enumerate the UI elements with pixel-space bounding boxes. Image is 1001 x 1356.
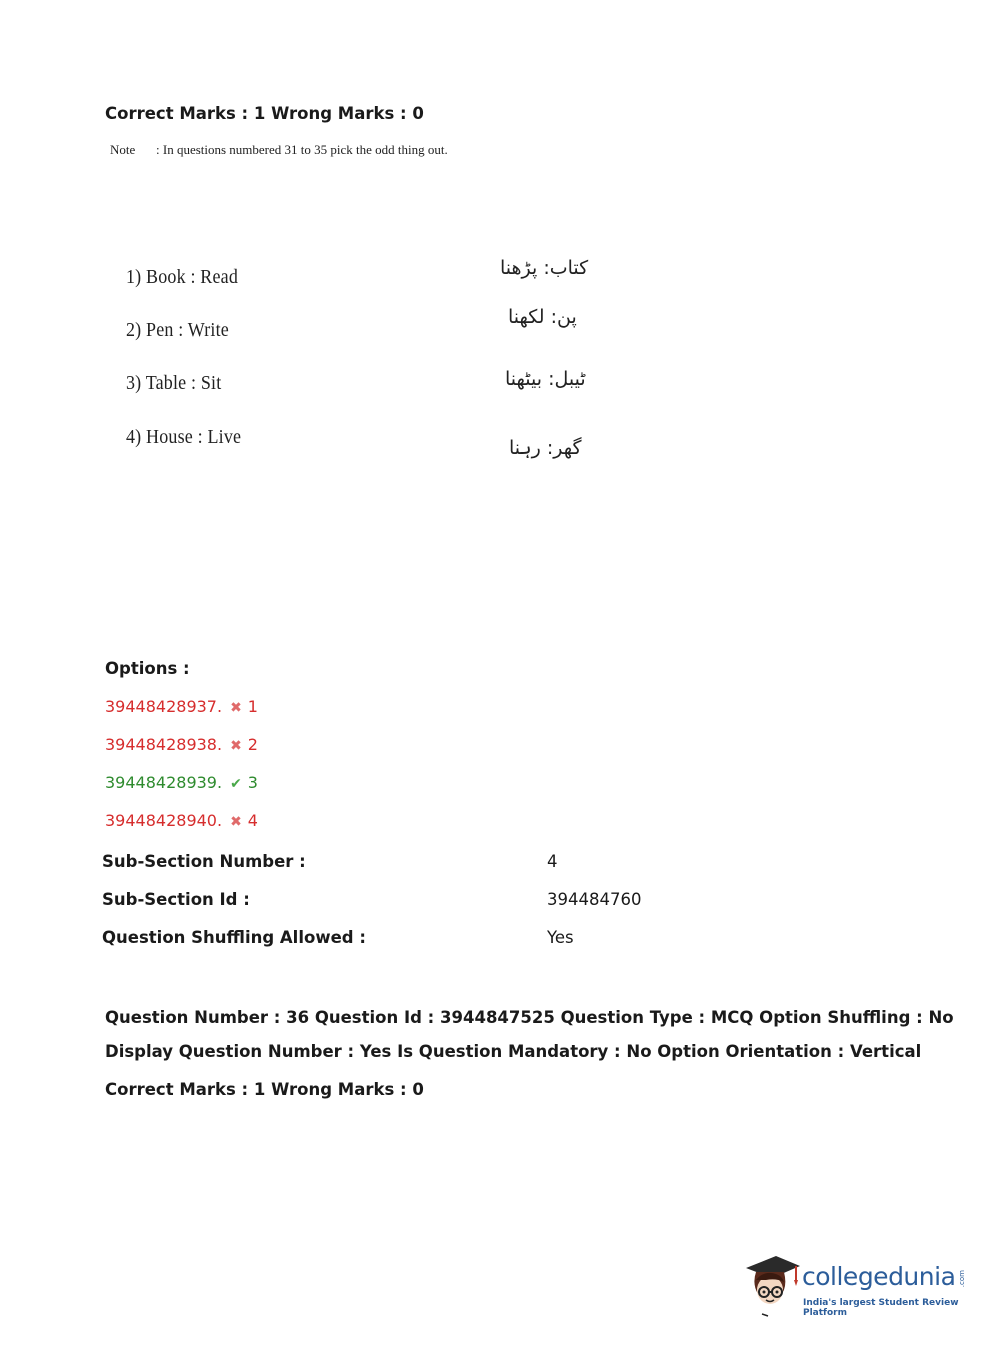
option-value: 2 <box>247 735 258 754</box>
option-row <box>105 735 258 754</box>
option-id: 39448428937. <box>105 697 223 716</box>
note <box>110 142 448 158</box>
option-id: 39448428938. <box>105 735 223 754</box>
next-question-line-2: Display Question Number : Yes Is Question Mandatory : No Option Orientation : Vertical <box>105 1042 922 1061</box>
logo-tagline: India's largest Student Review Platform <box>803 1298 959 1318</box>
note-label: Note <box>110 142 136 157</box>
option-value: 3 <box>247 773 258 792</box>
option-id: 39448428939. <box>105 773 223 792</box>
question-item-4: 4) House : Live <box>126 426 242 448</box>
subsection-id-label: Sub-Section Id : <box>102 890 250 909</box>
subsection-id-value: 394484760 <box>547 890 642 909</box>
collegedunia-logo: collegedunia <box>802 1262 956 1291</box>
subsection-number-value: 4 <box>547 852 558 871</box>
wrong-icon: ✖ <box>230 738 242 754</box>
option-row <box>105 773 258 792</box>
question-item-3-urdu: ٹیبل: بیٹھنا <box>505 368 586 390</box>
question-shuffling-label: Question Shuffling Allowed : <box>102 928 366 947</box>
logo-com: .com <box>958 1270 966 1288</box>
question-item-2: 2) Pen : Write <box>126 319 229 341</box>
option-value: 4 <box>247 811 258 830</box>
next-question-line-1: Question Number : 36 Question Id : 3944847525 Question Type : MCQ Option Shuffling : No <box>105 1008 954 1027</box>
question-item-1: 1) Book : Read <box>126 266 239 288</box>
question-item-1-urdu: کتاب: پڑھنا <box>500 257 589 279</box>
collegedunia-mascot-icon <box>742 1250 800 1318</box>
question-item-3: 3) Table : Sit <box>126 372 222 394</box>
wrong-icon: ✖ <box>230 814 242 830</box>
option-id: 39448428940. <box>105 811 223 830</box>
next-question-marks: Correct Marks : 1 Wrong Marks : 0 <box>105 1080 424 1099</box>
option-value: 1 <box>247 697 258 716</box>
question-item-4-urdu: گھر: رہنا <box>509 437 582 459</box>
options-label: Options : <box>105 659 190 678</box>
option-row <box>105 697 258 716</box>
wrong-icon: ✖ <box>230 700 242 716</box>
note-text: : In questions numbered 31 to 35 pick the odd thing out. <box>156 142 448 157</box>
question-shuffling-value: Yes <box>547 928 574 947</box>
marks-header: Correct Marks : 1 Wrong Marks : 0 <box>105 104 424 123</box>
question-item-2-urdu: پن: لکھنا <box>508 306 577 328</box>
option-row <box>105 811 258 830</box>
check-icon: ✔ <box>230 776 242 792</box>
subsection-number-label: Sub-Section Number : <box>102 852 306 871</box>
